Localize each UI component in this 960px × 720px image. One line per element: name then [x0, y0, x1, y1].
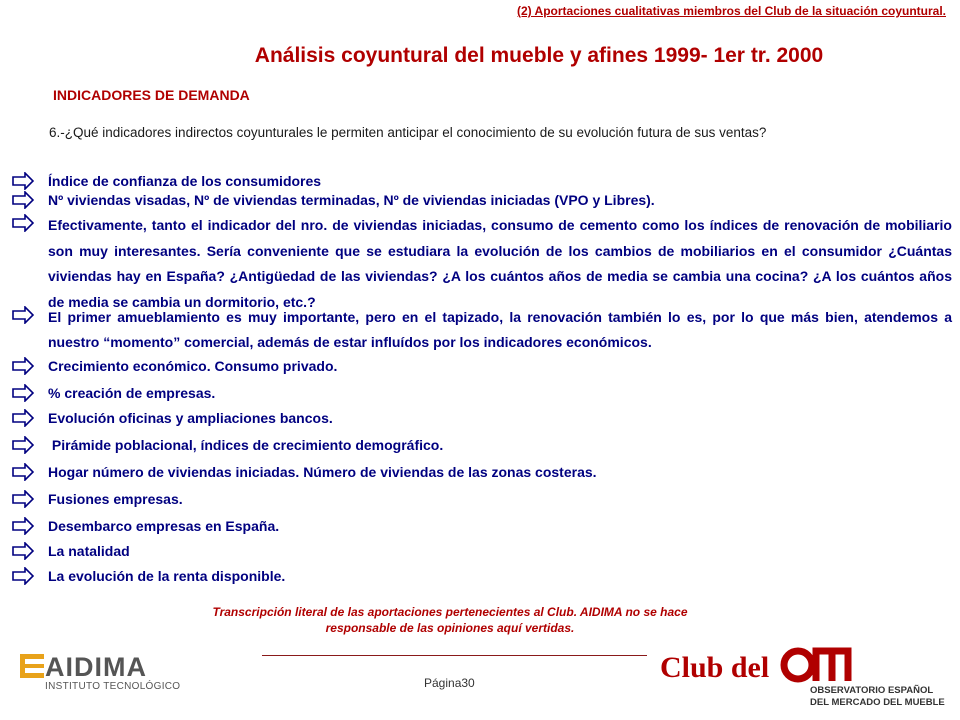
answer-text: Hogar número de viviendas iniciadas. Número de viviendas de las zonas costeras. — [48, 464, 597, 480]
arrow-right-icon — [12, 516, 48, 537]
answer-text: Crecimiento económico. Consumo privado. — [48, 358, 338, 374]
arrow-right-icon — [12, 171, 48, 192]
list-item — [12, 356, 952, 377]
list-item — [12, 566, 952, 587]
arrow-right-icon — [12, 566, 48, 587]
answer-text: % creación de empresas. — [48, 385, 216, 401]
arrow-right-icon — [12, 462, 48, 483]
answer-text: Pirámide poblacional, índices de crecimiento demográfico. — [48, 437, 444, 453]
answer-text: Evolución oficinas y ampliaciones bancos. — [48, 410, 333, 426]
arrow-right-icon — [12, 305, 48, 355]
answer-text: La natalidad — [48, 543, 130, 559]
page-title: Análisis coyuntural del mueble y afines 1999- 1er tr. 2000 — [254, 44, 824, 67]
list-item — [12, 383, 952, 404]
observatorio-line: OBSERVATORIO ESPAÑOL — [810, 685, 934, 696]
arrow-right-icon — [12, 383, 48, 404]
list-item — [12, 435, 952, 456]
section-heading: INDICADORES DE DEMANDA — [53, 87, 250, 103]
answer-text: El primer amueblamiento es muy importante, pero en el tapizado, la renovación también lo es, por lo que más bien, atendemos a nuestro “momento” comercial, además de estar influídos por los indicadores económicos. — [48, 309, 952, 350]
list-item — [12, 516, 952, 537]
list-item — [12, 305, 952, 355]
answer-text: Efectivamente, tanto el indicador del nro. de viviendas iniciadas, consumo de cemento como los índices de renovación de mobiliario son muy interesantes. Sería conveniente que se estudiara la evolución de los cambios de mobiliarios en el consumidor ¿Cuántas viviendas hay en España? ¿Antigüedad de las viviendas? ¿A los cuántos años de media se cambia una cocina? ¿A los cuántos años de media se cambia un dormitorio, etc.? — [48, 217, 952, 311]
arrow-right-icon — [12, 190, 48, 211]
section-link[interactable]: (2) Aportaciones cualitativas miembros del Club de la situación coyuntural. — [517, 4, 946, 18]
question-text: 6.-¿Qué indicadores indirectos coyunturales le permiten anticipar el conocimiento de su evolución futura de sus ventas? — [49, 125, 767, 140]
om-logo-icon — [780, 645, 852, 690]
list-item — [12, 489, 952, 510]
arrow-right-icon — [12, 435, 48, 456]
disclaimer-line: Transcripción literal de las aportaciones pertenecientes al Club. AIDIMA no se hace — [212, 605, 688, 619]
page-number: Página30 — [424, 676, 475, 690]
arrow-right-icon — [12, 213, 48, 316]
aidima-logo-icon — [20, 654, 44, 683]
club-logo-text: Club del — [660, 651, 770, 684]
list-item — [12, 541, 952, 562]
list-item — [12, 171, 952, 192]
answer-text: Nº viviendas visadas, Nº de viviendas terminadas, Nº de viviendas iniciadas (VPO y Libres). — [48, 192, 655, 208]
answer-text: Fusiones empresas. — [48, 491, 183, 507]
footer-divider — [262, 655, 647, 656]
answer-text: Desembarco empresas en España. — [48, 518, 280, 534]
arrow-right-icon — [12, 541, 48, 562]
aidima-subtitle: INSTITUTO TECNOLÓGICO — [45, 681, 181, 692]
list-item — [12, 408, 952, 429]
disclaimer-line: responsable de las opiniones aquí vertidas. — [325, 621, 575, 635]
answer-text: La evolución de la renta disponible. — [48, 568, 286, 584]
observatorio-line: DEL MERCADO DEL MUEBLE — [810, 697, 945, 708]
disclaimer — [0, 604, 960, 636]
list-item — [12, 213, 952, 316]
list-item — [12, 462, 952, 483]
arrow-right-icon — [12, 356, 48, 377]
arrow-right-icon — [12, 489, 48, 510]
observatorio-text — [810, 685, 945, 709]
arrow-right-icon — [12, 408, 48, 429]
aidima-logo-text: AIDIMA — [45, 652, 147, 682]
answer-text: Índice de confianza de los consumidores — [48, 173, 322, 189]
list-item — [12, 190, 952, 211]
